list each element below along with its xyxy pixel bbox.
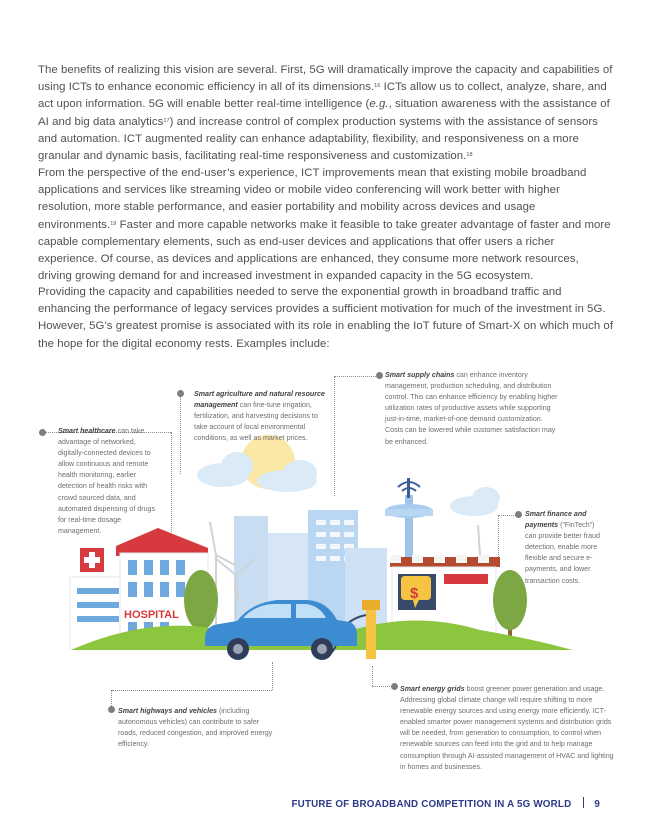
- callout-smart-healthcare: Smart healthcare can take advantage of networked, digitally-connected devices to allow continuous and remote health monitoring, earlier detection of health risks with crowd sourced data, and automated dispensing of drugs for real-time dosage management.: [58, 427, 156, 535]
- paragraph-end-user: From the perspective of the end-user’s experience, ICT improvements mean that existing mobile broadband applications and services like streaming video or mobile video conferencing will work better with higher resolution, more stable performance, and easier portability and mobility across devices and usage environments.$^{19}$ Faster and more capable networks make it feasible to take greater advantage of faster and more capable complementary elements, such as end-user devices and applications that offer users a richer experience. Of course, as devices and applications are enhanced, they consume more network resources, driving growing demand for and increased investment in expanded capacity in the 5G ecosystem.: [38, 167, 611, 283]
- leader-agriculture: [180, 394, 181, 474]
- paragraph-benefits: The benefits of realizing this vision are several. First, 5G will dramatically improve the capacity and capabilities of using ICTs to enhance economic efficiency in all of its dimensions.$^{16}$ ICTs allow us to collect, analyze, share, and act upon information. 5G will enable better real-time intelligence (e.g., situation awareness with the assistance of AI and big data analytics$^{17}$) and increase control of complex production systems with the assistance of sensors and automation. ICT augmented reality can enhance adaptability, flexibility, and responsiveness on a more granular and dynamic basis, facilitating real-time responsiveness and customization.$^{18}$: [38, 64, 613, 163]
- dot-supply: [376, 372, 383, 379]
- leader-supply: [334, 376, 380, 377]
- callout-smart-finance: Smart finance and payments (“FinTech”) can provide better fraud detection, enable more flexible and secure e-payments, and lower transaction costs.: [525, 510, 600, 585]
- page-number: 9: [594, 799, 600, 810]
- dot-healthcare: [39, 429, 46, 436]
- leader-supply-v: [334, 376, 335, 496]
- dollar-sign: $: [410, 585, 419, 602]
- leader-highways-v2: [111, 690, 112, 706]
- leader-finance-v: [498, 515, 499, 557]
- callout-smart-agriculture: Smart agriculture and natural resource management can fine-tune irrigation, fertilization, and harvesting decisions to take account of local environmental conditions, as well as market prices.: [194, 390, 325, 443]
- leader-energy: [372, 666, 373, 686]
- dot-energy: [391, 683, 398, 690]
- page-footer: [291, 797, 600, 810]
- leader-healthcare-v: [171, 432, 172, 532]
- paragraph-smart-x: Providing the capacity and capabilities needed to serve the exponential growth in broadband traffic and enhancing the performance of legacy services provides a sufficient motivation for much of the investment in 5G. However, 5G’s greatest promise is associated with its role in enabling the IoT future of Smart-X on which much of the hope for the digital economy rests. Examples include:: [38, 286, 614, 350]
- callout-smart-highways: Smart highways and vehicles (including autonomous vehicles) can contribute to safer roads, reduced congestion, and improved energy efficiency.: [118, 707, 273, 749]
- callout-smart-supply-chains: Smart supply chains can enhance inventory management, production scheduling, and distribution control. This can enhance efficiency by enabling higher utilization rates of productive assets while supporting just-in-time, market-of-one demand customization. Costs can be lowered while customer satisfaction may be enhanced.: [385, 371, 558, 446]
- cloud-left: [197, 452, 253, 487]
- dot-highways: [108, 706, 115, 713]
- footer-divider: [583, 797, 584, 808]
- callout-smart-energy: Smart energy grids boost greener power generation and usage. Addressing global climate change will require shifting to more renewable energy sources and using energy more efficiently. ICT-enabled smarter power management systems and distribution grids will be needed, from generation to consumption, to control when renewable sources can feed into the grid and to help manage consumption through AI-assisted management of HVAC and lighting in homes and businesses.: [400, 685, 614, 771]
- dot-finance: [515, 511, 522, 518]
- leader-highways: [112, 690, 272, 691]
- footer-title: FUTURE OF BROADBAND COMPETITION IN A 5G WORLD: [291, 799, 572, 810]
- dot-agriculture: [177, 390, 184, 397]
- leader-highways-v: [272, 662, 273, 690]
- cloud-far-right: [450, 487, 500, 516]
- leader-finance: [498, 515, 516, 516]
- hospital-sign: HOSPITAL: [124, 609, 179, 621]
